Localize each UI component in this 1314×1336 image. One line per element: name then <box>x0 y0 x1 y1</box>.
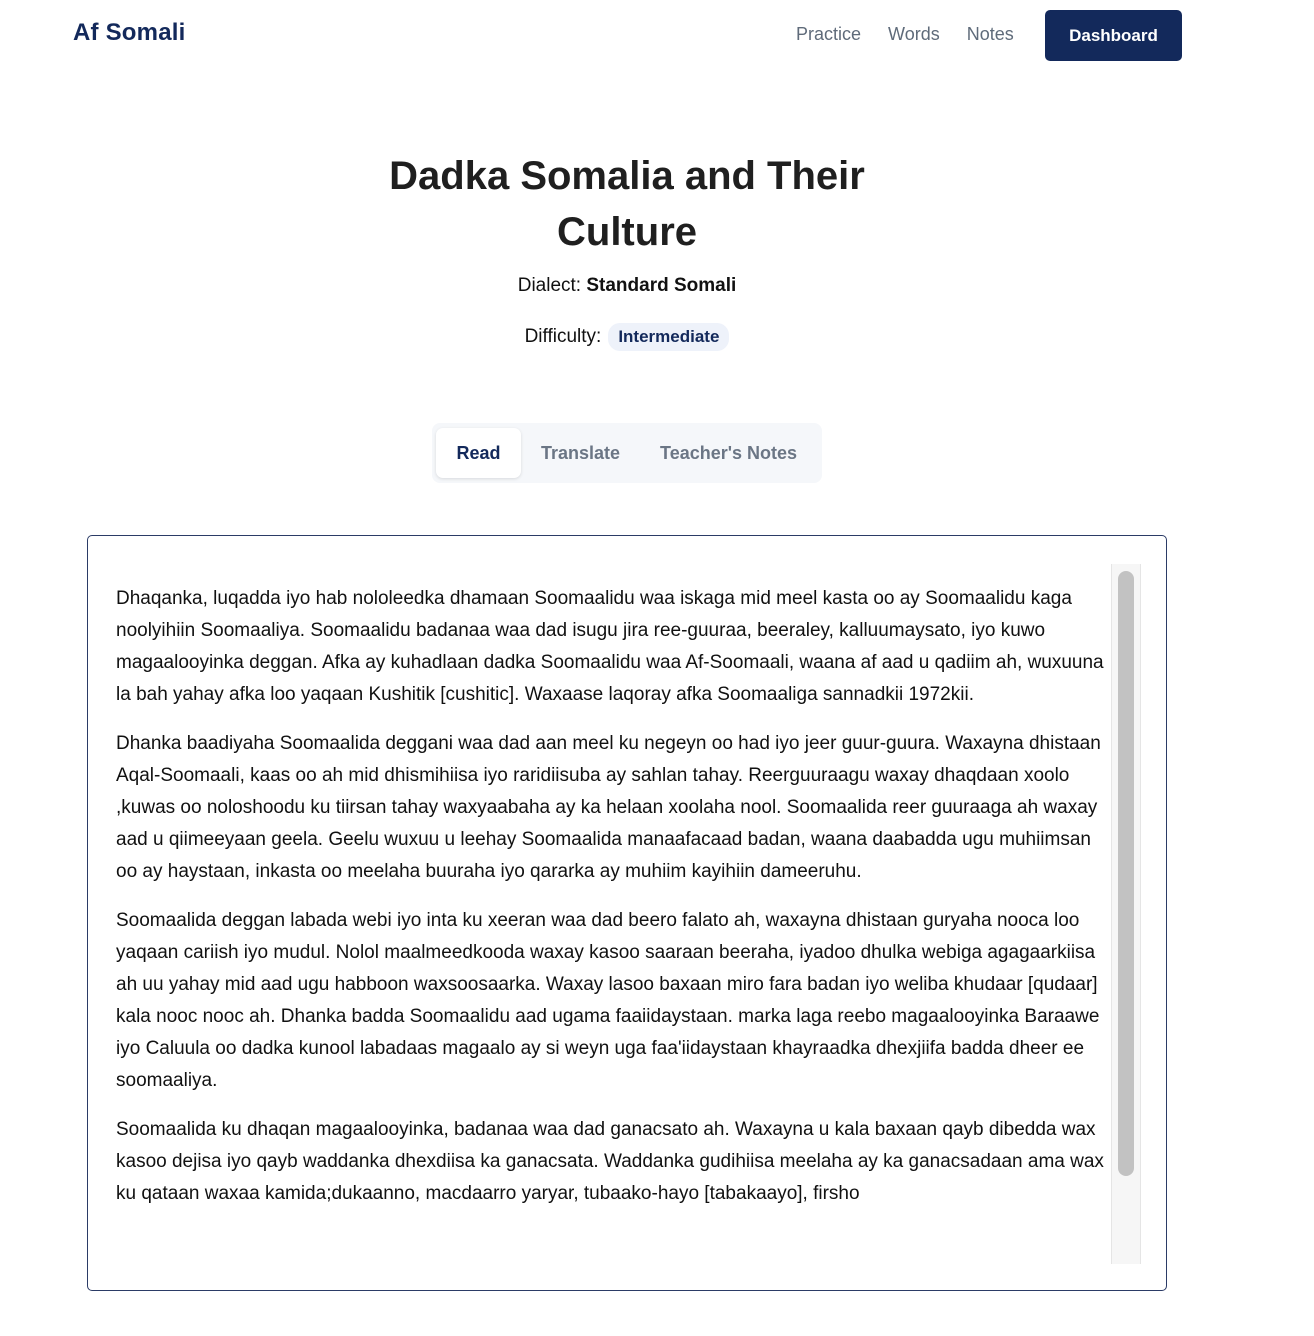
tab-read[interactable]: Read <box>436 428 521 478</box>
reading-scrollbar[interactable] <box>1111 564 1141 1264</box>
reading-panel <box>87 535 1167 1291</box>
reading-text <box>116 583 1111 1263</box>
reading-paragraph: Dhanka baadiyaha Soomaalida deggani waa dad aan meel ku negeyn oo had iyo jeer guur-guura. Waxayna dhistaan Aqal-Soomaali, kaas oo ah mid dhismihiisa iyo raridiisuba ay sahlan tahay. Reerguuraagu waxay dhaqdaan xoolo ,kuwas oo noloshoodu ku tiirsan tahay waxyaabaha ay ka helaan xoolaha nool. Soomaalida reer guuraaga ah waxay aad u qiimeeyaan geela. Geelu wuxuu u leehay Soomaalida manaafacaad badan, waana daabadda ugu muhiimsan oo ay haystaan, inkasta oo meelaha buuraha iyo qararka ay muhiim kayihiin dameeruhu. <box>116 733 1101 882</box>
tab-translate[interactable]: Translate <box>541 442 621 463</box>
reading-paragraph: Dhaqanka, luqadda iyo hab nololeedka dhamaan Soomaalidu waa iskaga mid meel kasta oo ay Soomaalidu kaga noolyihiin Soomaaliya. Soomaalidu badanaa waa dad isugu jira ree-guuraa, beeraley, kalluumaysato, iyo kuwo magaalooyinka deggan. Afka ay kuhadlaan dadka Soomaalidu waa Af-Soomaali, waana af aad u qadiim ah, wuxuuna la bah yahay afka loo yaqaan Kushitik [cushitic]. Waxaase laqoray afka Soomaaliga sannadkii 1972kii. <box>116 588 1104 705</box>
page-title <box>357 148 897 260</box>
reading-paragraph: Soomaalida deggan labada webi iyo inta ku xeeran waa dad beero falato ah, waxayna dhistaan guryaha nooca loo yaqaan cariish iyo mudul. Nolol maalmeedkooda waxay kasoo saaraan beeraha, iyadoo dhulka webiga agagaarkiisa ah uu yahay mid aad ugu habboon waxsoosaarka. Waxay lasoo baxaan miro fara badan iyo weliba khudaar [qudaar] kala nooc nooc ah. Dhanka badda Soomaalidu aad ugama faaiidaystaan. marka laga reebo magaalooyinka Baraawe iyo Caluula oo dadka kunool labadaas magaalo ay si weyn uga faa'iidaystaan khayraadka dhexjiifa badda dheer ee soomaaliya. <box>116 910 1100 1091</box>
dashboard-button[interactable]: Dashboard <box>1045 10 1182 61</box>
main-nav <box>796 24 1041 45</box>
difficulty-label: Difficulty: <box>524 326 602 347</box>
dialect-label: Dialect: <box>517 275 582 296</box>
nav-link-notes[interactable]: Notes <box>966 24 1014 44</box>
top-header <box>0 0 1314 70</box>
lesson-tabs <box>432 423 822 483</box>
reading-paragraph: Soomaalida ku dhaqan magaalooyinka, badanaa waa dad ganacsato ah. Waxayna u kala baxaan qayb dibedda wax kasoo dejisa iyo qayb waddanka dhexdiisa ka ganacsata. Waddanka gudihiisa meelaha ay ka ganacsadaan ama wax ku qataan waxaa kamida;dukaanno, macdaarro yaryar, tubaako-hayo [tabakaayo], firsho <box>116 1119 1104 1204</box>
brand-logo[interactable]: Af Somali <box>73 19 186 46</box>
difficulty-row <box>357 323 897 351</box>
difficulty-badge: Intermediate <box>608 323 729 351</box>
dialect-value: Standard Somali <box>586 275 737 296</box>
dialect-row <box>357 275 897 297</box>
nav-link-practice[interactable]: Practice <box>796 24 862 44</box>
nav-link-words[interactable]: Words <box>888 24 940 44</box>
scrollbar-thumb[interactable] <box>1118 571 1134 1176</box>
page-title-line-2: Culture <box>557 210 697 254</box>
page-title-line-1: Dadka Somalia and Their <box>389 154 865 198</box>
tab-teachers-notes[interactable]: Teacher's Notes <box>660 442 798 463</box>
